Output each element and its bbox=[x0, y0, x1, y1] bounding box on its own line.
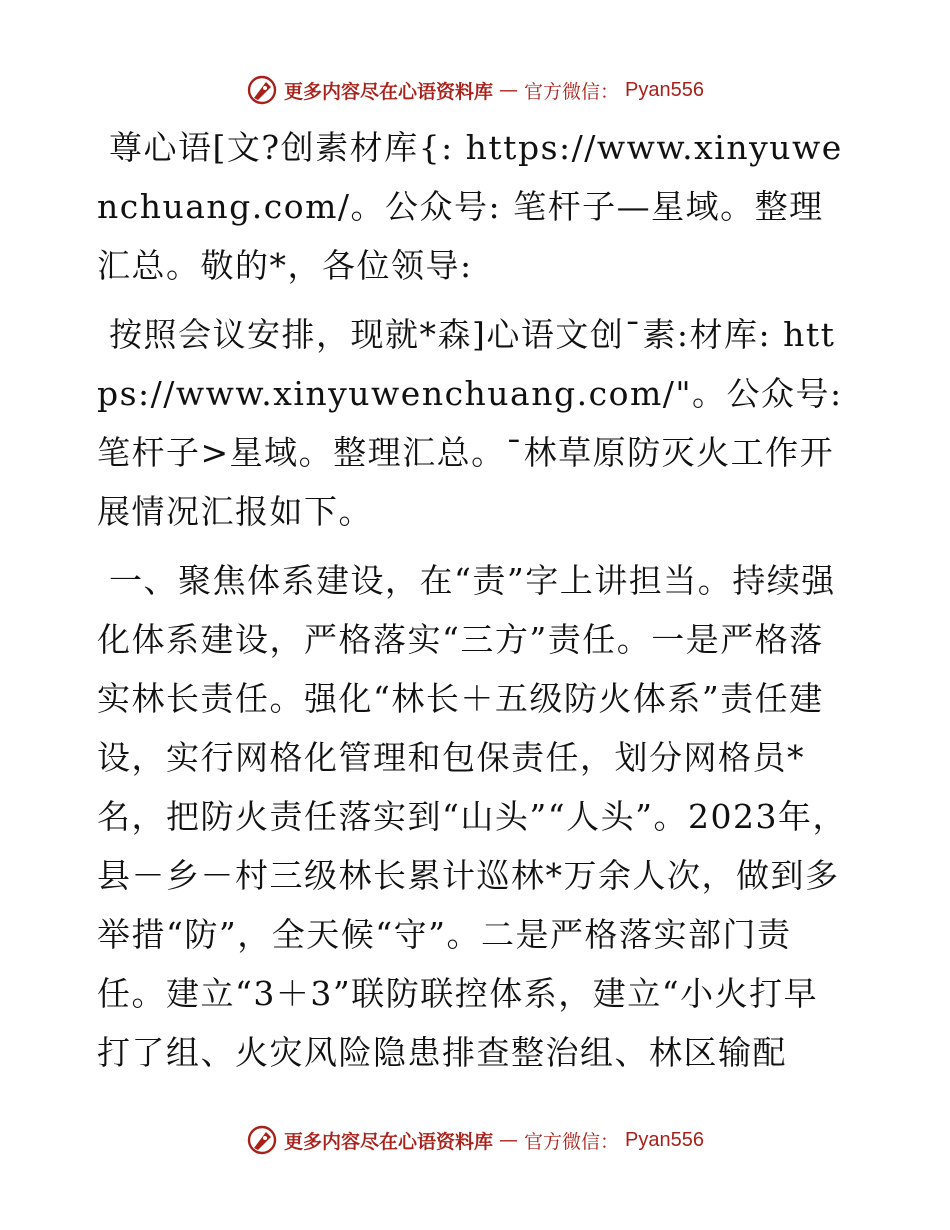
watermark-account: Pyan556 bbox=[625, 78, 704, 101]
watermark-separator: — bbox=[499, 79, 519, 101]
watermark-text: 更多内容尽在心语资料库 bbox=[284, 80, 494, 103]
header-watermark bbox=[0, 70, 950, 110]
watermark-account: Pyan556 bbox=[625, 1128, 704, 1151]
watermark-separator: — bbox=[499, 1129, 519, 1151]
pen-nib-circle-icon bbox=[246, 74, 278, 106]
footer-watermark bbox=[0, 1120, 950, 1160]
paragraph-section-one: 一、聚焦体系建设，在“责”字上讲担当。持续强化体系建设，严格落实“三方”责任。一是严格落实林长责任。强化“林长＋五级防火体系”责任建设，实行网格化管理和包保责任，划分网格员*名，把防火责任落实到“山头”“人头”。2023年，县－乡－村三级林长累计巡林*万余人次，做到多举措“防”，全天候“守”。二是严格落实部门责任。建立“3＋3”联防联控体系，建立“小火打早打了组、火灾风险隐患排查整治组、林区输配 bbox=[97, 561, 847, 1072]
document-body bbox=[97, 118, 849, 1082]
paragraph-intro: 按照会议安排，现就*森]心语文创¯素:材库: https://www.xinyuwenchuang.com/"。公众号: 笔杆子>星域。整理汇总。¯林草原防灭火工作开展情况汇报如下。 bbox=[97, 315, 843, 531]
watermark-text: 更多内容尽在心语资料库 bbox=[284, 1130, 494, 1153]
pen-nib-circle-icon bbox=[246, 1124, 278, 1156]
watermark-wechat-label: 官方微信： bbox=[524, 1130, 620, 1153]
watermark-wechat-label: 官方微信： bbox=[524, 80, 620, 103]
paragraph-salutation: 尊心语[文?创素材库{: https://www.xinyuwenchuang.com/。公众号: 笔杆子—星域。整理汇总。敬的*，各位领导: bbox=[97, 128, 843, 285]
